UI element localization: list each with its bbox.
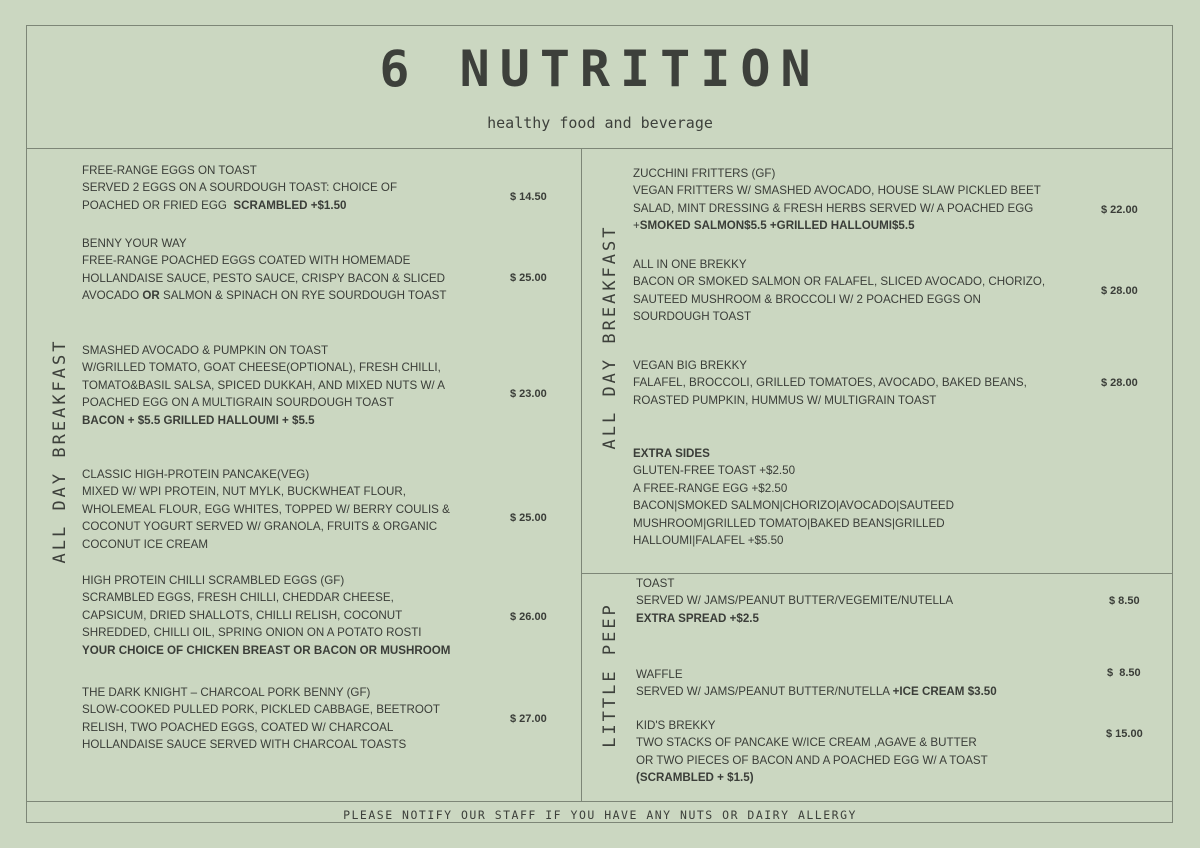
item-desc: HOLLANDAISE SAUCE SERVED WITH CHARCOAL TOASTS [82, 738, 407, 752]
item-price: $ 25.00 [510, 512, 547, 524]
menu-item-high-protein-pancake [82, 466, 450, 553]
column-divider [581, 148, 582, 801]
item-price: $ 28.00 [1101, 285, 1138, 297]
kids-item-waffle [636, 666, 997, 701]
item-desc: + [633, 219, 640, 233]
item-desc: TWO STACKS OF PANCAKE W/ICE CREAM ,AGAVE & BUTTER [636, 736, 977, 750]
item-name: SMASHED AVOCADO & PUMPKIN ON TOAST [82, 344, 329, 357]
item-desc: AVOCADO [82, 289, 140, 303]
item-price: $ 27.00 [510, 713, 547, 725]
menu-item-benny-your-way [82, 235, 446, 305]
item-extra: +ICE CREAM $3.50 [892, 685, 997, 699]
item-price: $ 8.50 [1109, 595, 1140, 607]
item-name: TOAST [636, 577, 675, 590]
item-desc: BACON OR SMOKED SALMON OR FALAFEL, SLICED AVOCADO, CHORIZO, [633, 275, 1046, 289]
item-desc: SAUTEED MUSHROOM & BROCCOLI W/ 2 POACHED EGGS ON [633, 292, 981, 306]
item-desc: RELISH, TWO POACHED EGGS, COATED W/ CHARCOAL [82, 720, 394, 734]
item-desc: SERVED 2 EGGS ON A SOURDOUGH TOAST: CHOICE OF [82, 181, 398, 195]
item-name: KID'S BREKKY [636, 719, 716, 732]
item-or: OR [142, 289, 160, 303]
item-desc: FREE-RANGE POACHED EGGS COATED WITH HOMEMADE [82, 254, 411, 268]
item-name: ZUCCHINI FRITTERS (GF) [633, 167, 776, 180]
section-title-left: ALL DAY BREAKFAST [50, 338, 70, 564]
item-desc: POACHED OR FRIED EGG [82, 198, 227, 212]
extra-sides [633, 445, 954, 549]
item-price: $ 25.00 [510, 272, 547, 284]
item-desc: SCRAMBLED EGGS, FRESH CHILLI, CHEDDAR CHEESE, [82, 591, 394, 605]
item-desc: SOURDOUGH TOAST [633, 310, 752, 324]
brand-title: 6 NUTRITION [379, 40, 821, 98]
menu-item-vegan-big-brekky [633, 357, 1027, 409]
item-desc: ROASTED PUMPKIN, HUMMUS W/ MULTIGRAIN TOAST [633, 393, 937, 407]
menu-item-all-in-one-brekky [633, 256, 1045, 326]
item-name: THE DARK KNIGHT – CHARCOAL PORK BENNY (GF) [82, 686, 371, 699]
item-desc: CAPSICUM, DRIED SHALLOTS, CHILLI RELISH, COCONUT [82, 608, 403, 622]
item-desc: POACHED EGG ON A MULTIGRAIN SOURDOUGH TOAST [82, 396, 394, 410]
item-desc: COCONUT YOGURT SERVED W/ GRANOLA, FRUITS & ORGANIC [82, 520, 438, 534]
item-extra: SCRAMBLED +$1.50 [233, 198, 347, 212]
item-desc: HOLLANDAISE SAUCE, PESTO SAUCE, CRISPY BACON & SLICED [82, 271, 445, 285]
extra-sides-line: MUSHROOM|GRILLED TOMATO|BAKED BEANS|GRILLED [633, 516, 945, 530]
item-desc: FALAFEL, BROCCOLI, GRILLED TOMATOES, AVOCADO, BAKED BEANS, [633, 376, 1027, 390]
extra-sides-title: EXTRA SIDES [633, 447, 710, 460]
item-desc: SERVED W/ JAMS/PEANUT BUTTER/NUTELLA [636, 685, 890, 699]
item-price: $ 26.00 [510, 611, 547, 623]
extra-sides-line: HALLOUMI|FALAFEL +$5.50 [633, 534, 784, 548]
kids-item-kids-brekky [636, 717, 988, 787]
item-price: $ 14.50 [510, 191, 547, 203]
item-desc: MIXED W/ WPI PROTEIN, NUT MYLK, BUCKWHEAT FLOUR, [82, 485, 407, 499]
item-name: CLASSIC HIGH-PROTEIN PANCAKE(VEG) [82, 468, 310, 481]
item-desc: W/GRILLED TOMATO, GOAT CHEESE(OPTIONAL), FRESH CHILLI, [82, 361, 441, 375]
menu-item-smashed-avocado [82, 342, 445, 429]
item-name: WAFFLE [636, 668, 683, 681]
allergy-notice: PLEASE NOTIFY OUR STAFF IF YOU HAVE ANY NUTS OR DAIRY ALLERGY [343, 808, 857, 822]
section-title-right: ALL DAY BREAKFAST [600, 224, 620, 450]
item-desc: SALMON & SPINACH ON RYE SOURDOUGH TOAST [162, 289, 447, 303]
extra-sides-line: GLUTEN-FREE TOAST +$2.50 [633, 464, 796, 478]
menu-item-free-range-eggs [82, 162, 397, 214]
little-peep-divider [581, 573, 1173, 574]
item-desc: WHOLEMEAL FLOUR, EGG WHITES, TOPPED W/ BERRY COULIS & [82, 502, 450, 516]
item-desc: SALAD, MINT DRESSING & FRESH HERBS SERVED W/ A POACHED EGG [633, 201, 1034, 215]
item-extra: EXTRA SPREAD +$2.5 [636, 611, 759, 625]
extra-sides-line: A FREE-RANGE EGG +$2.50 [633, 481, 788, 495]
item-desc: TOMATO&BASIL SALSA, SPICED DUKKAH, AND MIXED NUTS W/ A [82, 378, 445, 392]
item-name: HIGH PROTEIN CHILLI SCRAMBLED EGGS (GF) [82, 574, 345, 587]
item-price: $ 22.00 [1101, 204, 1138, 216]
menu-item-dark-knight [82, 684, 440, 754]
item-extra: (SCRAMBLED + $1.5) [636, 771, 754, 785]
item-desc: SLOW-COOKED PULLED PORK, PICKLED CABBAGE, BEETROOT [82, 703, 440, 717]
item-name: BENNY YOUR WAY [82, 237, 187, 250]
item-price: $ 28.00 [1101, 377, 1138, 389]
menu-item-zucchini-fritters [633, 165, 1041, 235]
menu-item-chilli-scrambled-eggs [82, 572, 450, 659]
item-extra: YOUR CHOICE OF CHICKEN BREAST OR BACON OR MUSHROOM [82, 643, 451, 657]
item-name: FREE-RANGE EGGS ON TOAST [82, 164, 257, 177]
section-title-little-peep: LITTLE PEEP [600, 602, 620, 748]
item-price: $ 8.50 [1107, 667, 1141, 679]
item-desc: SERVED W/ JAMS/PEANUT BUTTER/VEGEMITE/NUTELLA [636, 594, 954, 608]
extra-sides-line: BACON|SMOKED SALMON|CHORIZO|AVOCADO|SAUTEED [633, 499, 955, 513]
item-desc: VEGAN FRITTERS W/ SMASHED AVOCADO, HOUSE SLAW PICKLED BEET [633, 184, 1041, 198]
kids-item-toast [636, 575, 953, 627]
item-extra: SMOKED SALMON$5.5 +GRILLED HALLOUMI$5.5 [639, 219, 915, 233]
item-desc: OR TWO PIECES OF BACON AND A POACHED EGG W/ A TOAST [636, 753, 988, 767]
item-price: $ 23.00 [510, 388, 547, 400]
header-divider [26, 148, 1173, 149]
item-extra: BACON + $5.5 GRILLED HALLOUMI + $5.5 [82, 413, 315, 427]
item-desc: COCONUT ICE CREAM [82, 537, 209, 551]
item-name: ALL IN ONE BREKKY [633, 258, 747, 271]
tagline: healthy food and beverage [487, 114, 713, 132]
item-desc: SHREDDED, CHILLI OIL, SPRING ONION ON A POTATO ROSTI [82, 626, 422, 640]
item-name: VEGAN BIG BREKKY [633, 359, 748, 372]
item-price: $ 15.00 [1106, 728, 1143, 740]
